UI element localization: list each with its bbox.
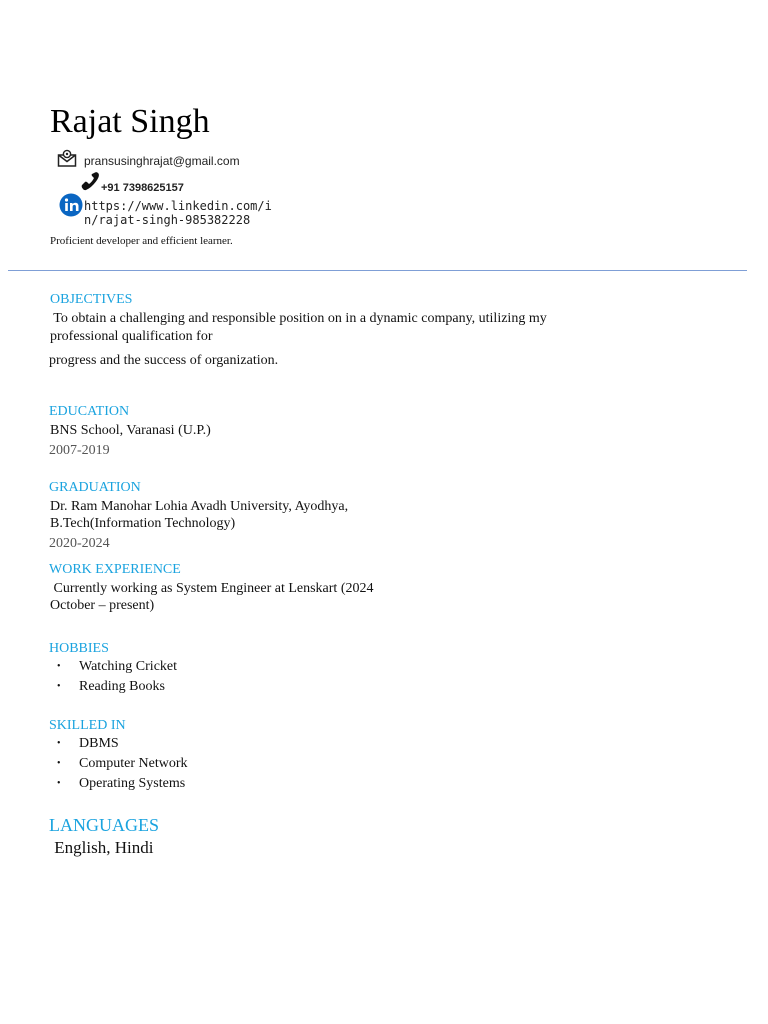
graduation-degree: B.Tech(Information Technology) [50,516,236,531]
tagline: Proficient developer and efficient learner. [50,235,233,247]
phone-number[interactable]: +91 7398625157 [101,182,184,194]
email-link[interactable]: pransusinghrajat@gmail.com [84,154,240,168]
header-divider [8,270,747,271]
work-experience-line1: Currently working as System Engineer at Lenskart (2024 [50,581,374,596]
mail-icon [57,149,77,167]
graduation-heading: GRADUATION [49,480,141,495]
objectives-line1: To obtain a challenging and responsible position on in a dynamic company, utilizing my [50,311,547,326]
objectives-line2: professional qualification for [50,329,213,344]
graduation-years: 2020-2024 [49,536,110,551]
work-experience-heading: WORK EXPERIENCE [49,562,181,577]
objectives-line3: progress and the success of organization. [49,353,279,368]
skills-heading: SKILLED IN [49,718,126,733]
bullet-icon: • [57,738,61,749]
phone-icon [79,172,101,192]
graduation-university: Dr. Ram Manohar Lohia Avadh University, Ayodhya, [50,499,349,514]
education-school: BNS School, Varanasi (U.P.) [50,423,211,438]
education-years: 2007-2019 [49,443,110,458]
bullet-icon: • [57,661,61,672]
bullet-icon: • [57,778,61,789]
languages-heading: LANGUAGES [49,815,159,835]
bullet-icon: • [57,758,61,769]
linkedin-url-line1[interactable]: https://www.linkedin.com/i [84,199,272,213]
candidate-name: Rajat Singh [50,103,210,140]
languages-value: English, Hindi [50,838,154,857]
education-heading: EDUCATION [49,404,130,419]
hobbies-heading: HOBBIES [49,641,109,656]
bullet-icon: • [57,681,61,692]
objectives-heading: OBJECTIVES [50,292,133,307]
linkedin-url-line2[interactable]: n/rajat-singh-985382228 [84,213,251,227]
linkedin-icon[interactable] [59,193,83,217]
work-experience-line2: October – present) [50,598,155,613]
